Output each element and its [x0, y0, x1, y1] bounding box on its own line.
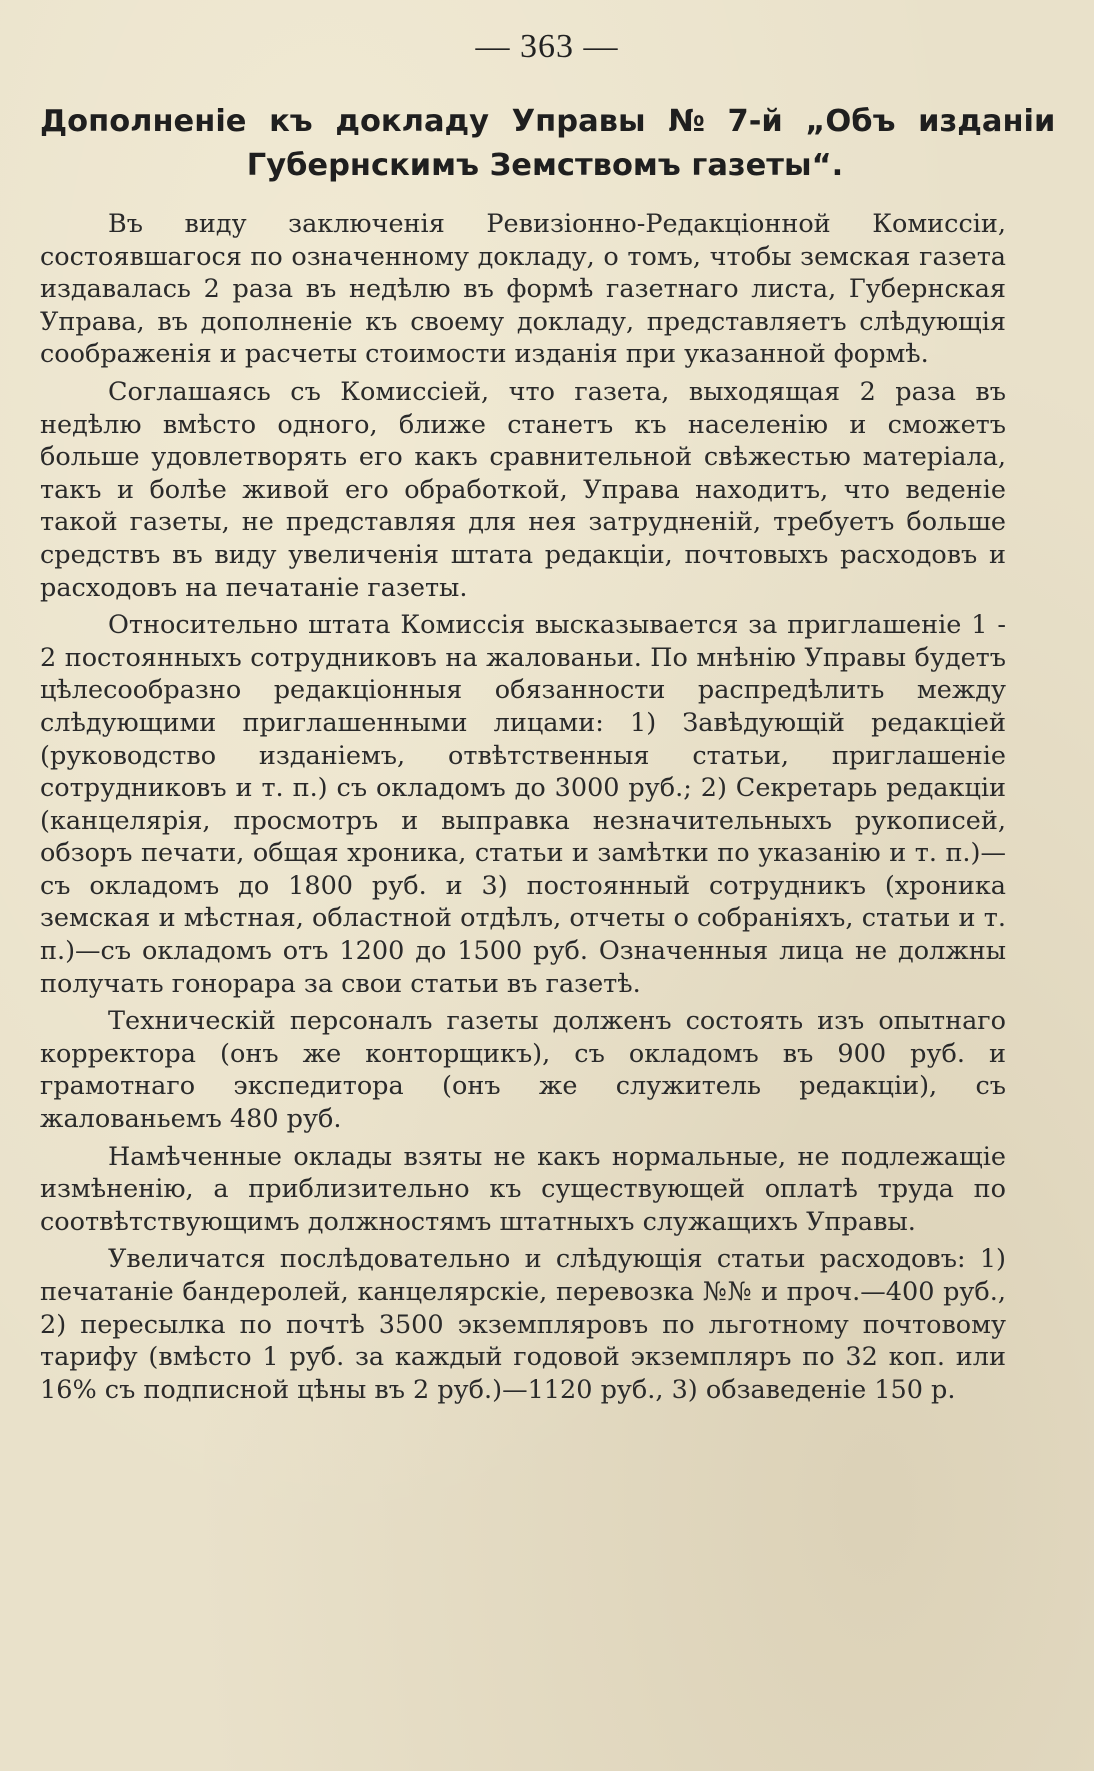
- page-number: — 363 —: [475, 28, 619, 65]
- document-body: [40, 208, 1006, 1411]
- paragraph: Увеличатся послѣдовательно и слѣдующія статьи расходовъ: 1) печатаніе бандеролей, канцелярскіе, перевозка №№ и проч.—400 руб., 2) пересылка по почтѣ 3500 экземпляровъ по льготному почтовому тарифу (вмѣсто 1 руб. за каждый годовой экземпляръ по 32 коп. или 16% съ подписной цѣны въ 2 руб.)—1120 руб., 3) обзаведеніе 150 р.: [40, 1244, 1006, 1405]
- paragraph: Намѣченные оклады взяты не какъ нормальные, не подлежащіе измѣненію, а приблизительно къ существующей оплатѣ труда по соотвѣтствующимъ должностямъ штатныхъ служащихъ Управы.: [40, 1141, 1006, 1237]
- paragraph: Относительно штата Комиссія высказывается за приглашеніе 1 - 2 постоянныхъ сотрудниковъ на жалованьи. По мнѣнію Управы будетъ цѣлесообразно редакціонныя обязанности распредѣлить между слѣдующими приглашенными лицами: 1) Завѣдующій редакціей (руководство изданіемъ, отвѣтственныя статьи, приглашеніе сотрудниковъ и т. п.) съ окладомъ до 3000 руб.; 2) Секретарь редакціи (канцелярія, просмотръ и выправка незначительныхъ рукописей, обзоръ печати, общая хроника, статьи и замѣтки по указанію и т. п.)—съ окладомъ до 1800 руб. и 3) постоянный сотрудникъ (хроника земская и мѣстная, областной отдѣлъ, отчеты о собраніяхъ, статьи и т. п.)—съ окладомъ отъ 1200 до 1500 руб. Означенныя лица не должны получать гонорара за свои статьи въ газетѣ.: [40, 610, 1006, 999]
- paragraph: Техническій персоналъ газеты долженъ состоять изъ опытнаго корректора (онъ же конторщикъ), съ окладомъ въ 900 руб. и грамотнаго экспедитора (онъ же служитель редакціи), съ жалованьемъ 480 руб.: [40, 1006, 1006, 1135]
- title-line-1: Дополненіе къ докладу Управы № 7-й „Объ изданіи: [40, 104, 1056, 139]
- paragraph: Соглашаясь съ Комиссіей, что газета, выходящая 2 раза въ недѣлю вмѣсто одного, ближе станетъ къ населенію и сможетъ больше удовлетворять его какъ сравнительной свѣжестью матеріала, такъ и болѣе живой его обработкой, Управа находитъ, что веденіе такой газеты, не представляя для нея затрудненій, требуетъ больше средствъ въ виду увеличенія штата редакціи, почтовыхъ расходовъ и расходовъ на печатаніе газеты.: [40, 376, 1006, 603]
- page-title: [40, 100, 1056, 188]
- paragraph: Въ виду заключенія Ревизіонно-Редакціонной Комиссіи, состоявшагося по означенному докладу, о томъ, чтобы земская газета издавалась 2 раза въ недѣлю въ формѣ газетнаго листа, Губернская Управа, въ дополненіе къ своему докладу, представляетъ слѣдующія соображенія и расчеты стоимости изданія при указанной формѣ.: [40, 209, 1006, 370]
- title-line-2: Губернскимъ Земствомъ газеты“.: [246, 148, 844, 183]
